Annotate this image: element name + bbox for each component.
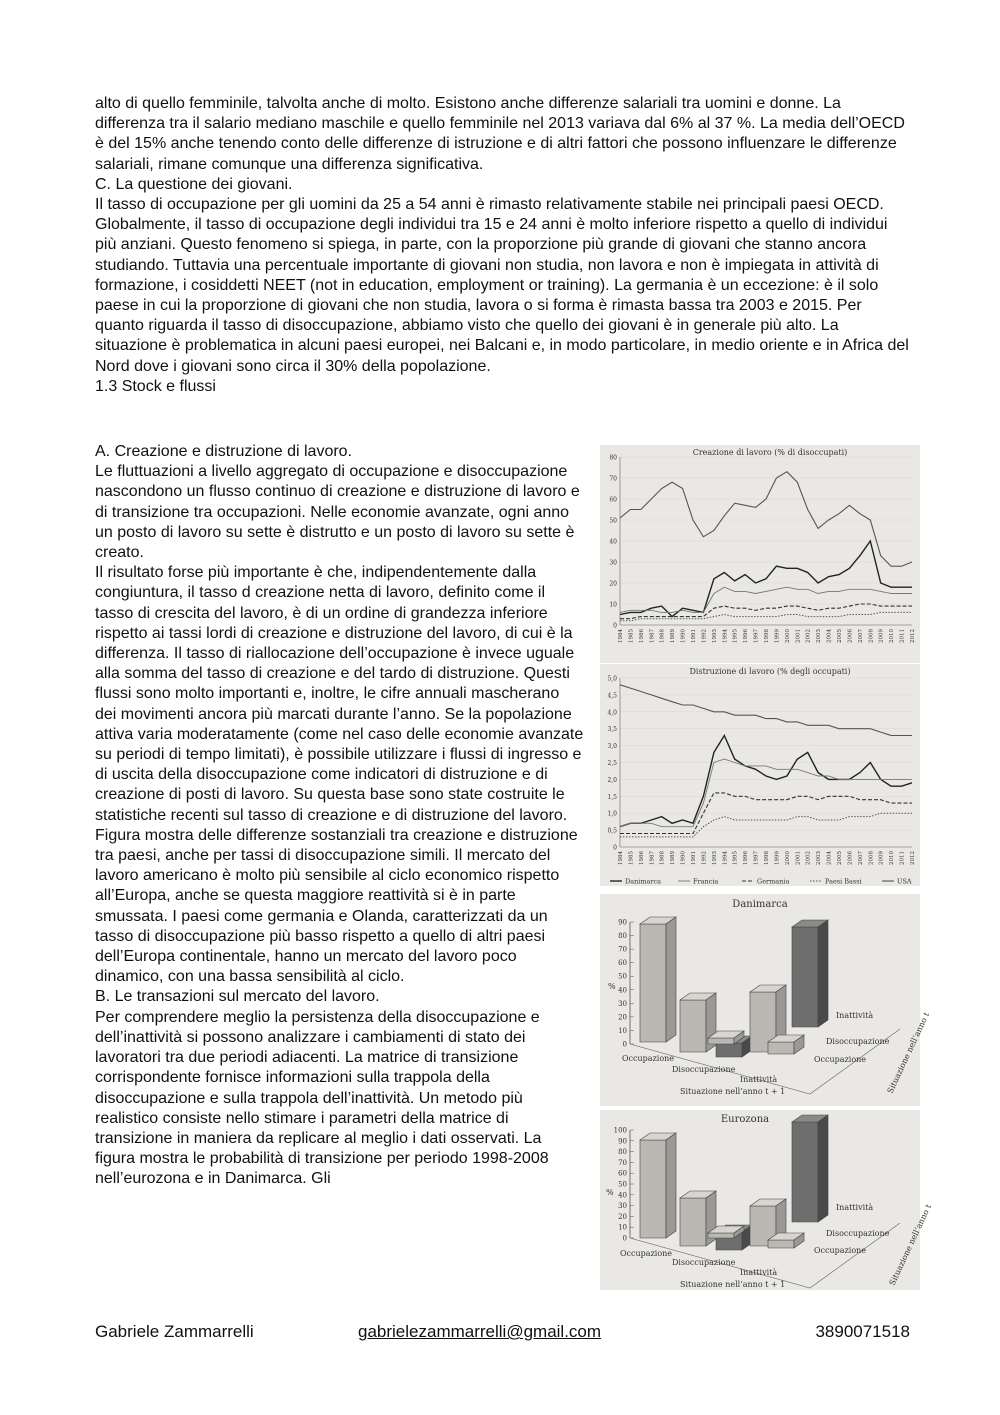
author-email-link[interactable]: gabrielezammarrelli@gmail.com — [358, 1322, 602, 1341]
x-tick-label: 1990 — [680, 629, 687, 643]
bar-3d — [640, 1133, 676, 1238]
bar-side — [818, 1115, 828, 1222]
x-tick-label: 2000 — [784, 851, 791, 865]
y-tick-label: 70 — [618, 1158, 627, 1167]
x-tick-label: 2011 — [899, 629, 906, 643]
x-tick-label: 2010 — [889, 851, 896, 865]
y-tick-label: 1,0 — [607, 810, 617, 818]
subsection-heading: B. Le transazioni sul mercato del lavoro. — [95, 988, 380, 1006]
x-tick-label: 2002 — [805, 851, 812, 865]
x-tick-label: 1997 — [753, 851, 760, 865]
x-tick-label: 1989 — [670, 629, 677, 643]
x-tick-label: 2004 — [826, 851, 833, 865]
y-axis-label: % — [606, 1188, 614, 1197]
x-tick-label: 2009 — [878, 851, 885, 865]
y-tick-label: 10 — [618, 1223, 627, 1232]
y-tick-label: 1,5 — [607, 793, 617, 801]
bar-front — [708, 1038, 734, 1044]
x-tick-label: 2012 — [910, 851, 916, 865]
x-tick-label: 2001 — [795, 851, 802, 865]
x-tick-label: 2003 — [816, 851, 823, 865]
y-axis-label: % — [608, 982, 616, 991]
bar-3d — [640, 917, 676, 1042]
y-tick-label: 3,0 — [607, 743, 617, 751]
bar-side — [818, 920, 828, 1027]
y-tick-label: 100 — [613, 1126, 627, 1135]
y-tick-label: 60 — [618, 959, 627, 968]
bar-side — [666, 1133, 676, 1238]
x-label-occupazione: Occupazione — [622, 1054, 675, 1063]
x-tick-label: 2003 — [816, 629, 823, 643]
y-tick-label: 20 — [618, 1212, 627, 1221]
legend-label: Paesi Bassi — [825, 877, 862, 886]
x-tick-label: 2005 — [837, 851, 843, 865]
paragraph: Il risultato forse più importante è che, indipendentemente dalla congiuntura, il tasso d creazione netta di lavoro, definito come il tasso di crescita del lavoro, è di un ordine di grandezza inferiore rispetto ai tassi lordi di creazione e distruzione del lavoro, di cui è la differenza. Il tasso di riallocazione dell’occupazione è invece uguale alla somma del tasso di creazione e del tardo di distruzione. Questi flussi sono molto importanti e, inoltre, le cifre annuali mascherano dei movimenti ancora più marcati durante l’anno. Se la popolazione attiva varia moderatamente (come nel caso delle economie avanzate su periodi di tempo limitati), è possibile utilizzare i flussi di ingresso e di uscita della disoccupazione come indicatori di distruzione e di creazione di posti di lavoro. Su questa base sono state costruite le statistiche recenti sul tasso di creazione e di distruzione del lavoro. Figura mostra delle differenze sostanziali tra creazione e distruzione tra paesi, anche per tassi di disoccupazione simili. Il mercato del lavoro americano è molto più sensibile al ciclo economico rispetto all’Europa, anche se questa maggiore reattività si è in parte smussata. I paesi come germania e Olanda, caratterizzati da un tasso di disoccupazione più basso rispetto a quello di altri paesi dell’Europa continentale, hanno un mercato del lavoro poco dinamico, con una bassa sensibilità al ciclo. — [95, 564, 584, 986]
x-label-inattivita: Inattività — [740, 1268, 778, 1277]
x-tick-label: 2007 — [857, 851, 864, 865]
section-heading: C. La questione dei giovani. — [95, 175, 293, 193]
x-tick-label: 2006 — [847, 629, 854, 643]
x-tick-label: 2008 — [868, 629, 875, 643]
author-name: Gabriele Zammarrelli — [95, 1322, 254, 1341]
y-tick-label: 0 — [613, 844, 617, 852]
x-tick-label: 2007 — [857, 629, 864, 643]
x-label-occupazione: Occupazione — [620, 1249, 673, 1258]
series-line-francia — [620, 759, 912, 827]
x-tick-label: 1985 — [628, 629, 635, 643]
y-tick-label: 10 — [609, 601, 617, 609]
legend-label: Germania — [757, 877, 790, 886]
y-tick-label: 30 — [609, 559, 617, 567]
series-line-usa — [620, 472, 912, 567]
x-tick-label: 1998 — [764, 629, 770, 643]
x-label-disoccupazione: Disoccupazione — [672, 1258, 736, 1267]
destruction-chart-svg — [600, 664, 920, 886]
paragraph: Per comprendere meglio la persistenza della disoccupazione e dell’inattività si possono analizzare i cambiamenti di stato dei lavoratori tra due periodi adiacenti. La matrice di transizione corrispondente fornisce informazioni sulla trappola della disoccupazione e sulla trappola dell’inattività. Un metodo più realistico consiste nello stimare i parametri della matrice di transizione in maniera da replicare al meglio i dati osservati. La figura mostra le probabilità di transizione per periodo 1998-2008 nell’eurozona e in Danimarca. Gli — [95, 1008, 549, 1188]
z-label-inattivita: Inattività — [836, 1203, 874, 1212]
destruction-chart — [600, 664, 920, 886]
y-tick-label: 20 — [609, 580, 617, 588]
subsection-heading: A. Creazione e distruzione di lavoro. — [95, 443, 353, 460]
author-phone: 3890071518 — [815, 1322, 910, 1341]
y-tick-label: 80 — [618, 932, 627, 941]
x-tick-label: 1987 — [649, 629, 656, 643]
chart-title: Distruzione di lavoro (% degli occupati) — [689, 667, 851, 676]
y-tick-label: 50 — [618, 1180, 627, 1189]
y-tick-label: 0,5 — [607, 827, 617, 835]
bar-front — [768, 1240, 794, 1248]
y-tick-label: 40 — [618, 986, 627, 995]
x-axis-title: Situazione nell’anno t + 1 — [680, 1087, 786, 1096]
x-tick-label: 2005 — [837, 629, 843, 643]
x-tick-label: 2010 — [889, 629, 896, 643]
z-axis-title: Situazione nell’anno t — [887, 1202, 934, 1287]
x-tick-label: 1997 — [753, 629, 760, 643]
danimarca-chart-svg — [600, 894, 932, 1106]
danimarca-chart — [600, 894, 932, 1106]
section-heading: 1.3 Stock e flussi — [95, 377, 216, 395]
paragraph: alto di quello femminile, talvolta anche di molto. Esistono anche differenze salariali tra uomini e donne. La differenza tra il salario mediano maschile e quello femminile nel 2013 variava dal 6% al 37 %. La media dell’OECD è del 15% anche tenendo conto delle differenze di istruzione e di altri fattori che possono influenzare le differenze salariali, rimane comunque una differenza significativa. — [95, 95, 905, 173]
y-tick-label: 2,0 — [607, 776, 617, 784]
x-tick-label: 1999 — [774, 629, 781, 643]
x-tick-label: 1996 — [743, 629, 750, 643]
x-tick-label: 1996 — [743, 851, 750, 865]
bar-front — [680, 1198, 706, 1246]
x-tick-label: 1994 — [722, 851, 729, 865]
x-tick-label: 1986 — [638, 629, 645, 643]
x-tick-label: 2012 — [910, 629, 916, 643]
x-tick-label: 1995 — [732, 629, 739, 643]
y-tick-label: 50 — [609, 517, 617, 525]
eurozona-chart — [600, 1110, 934, 1290]
legend-label: Danimarca — [625, 877, 662, 886]
chart-title: Eurozona — [720, 1114, 770, 1125]
y-tick-label: 20 — [618, 1013, 627, 1022]
y-tick-label: 0 — [613, 622, 617, 630]
y-tick-label: 4,5 — [607, 692, 617, 700]
y-tick-label: 90 — [618, 1137, 627, 1146]
x-axis-title: Situazione nell’anno t + 1 — [680, 1280, 786, 1289]
y-tick-label: 60 — [609, 496, 617, 504]
x-tick-label: 1984 — [618, 629, 624, 643]
x-tick-label: 2009 — [878, 629, 885, 643]
y-tick-label: 80 — [618, 1148, 627, 1157]
bar-front — [640, 924, 666, 1042]
x-tick-label: 2002 — [805, 629, 812, 643]
z-label-disoccupazione: Disoccupazione — [826, 1229, 890, 1238]
z-label-occupazione: Occupazione — [814, 1055, 867, 1064]
x-tick-label: 1988 — [659, 851, 666, 865]
legend-label: USA — [897, 877, 912, 886]
x-tick-label: 2008 — [868, 851, 875, 865]
y-tick-label: 2,5 — [607, 760, 617, 767]
bar-front — [792, 927, 818, 1027]
y-tick-label: 70 — [618, 945, 627, 954]
x-tick-label: 1992 — [701, 629, 708, 643]
series-line-danimarca — [620, 541, 912, 617]
x-tick-label: 1995 — [732, 851, 739, 865]
x-tick-label: 1993 — [711, 629, 718, 643]
bar-front — [708, 1233, 734, 1238]
y-tick-label: 0 — [622, 1040, 627, 1049]
x-tick-label: 2000 — [784, 629, 791, 643]
y-tick-label: 60 — [618, 1169, 627, 1178]
y-tick-label: 30 — [618, 999, 627, 1008]
x-tick-label: 1992 — [701, 851, 708, 865]
y-tick-label: 80 — [609, 454, 617, 462]
x-tick-label: 1984 — [618, 851, 624, 865]
x-tick-label: 1987 — [649, 851, 656, 865]
y-tick-label: 10 — [618, 1026, 627, 1035]
x-tick-label: 1989 — [670, 851, 677, 865]
bar-front — [680, 1000, 706, 1052]
bar-front — [768, 1042, 794, 1054]
x-tick-label: 1991 — [691, 851, 697, 865]
bar-front — [640, 1140, 666, 1238]
y-tick-label: 3,5 — [607, 726, 617, 734]
intro-text — [95, 94, 910, 397]
x-tick-label: 1988 — [659, 629, 666, 643]
y-tick-label: 90 — [618, 918, 627, 927]
x-tick-label: 1990 — [680, 851, 687, 865]
eurozona-chart-svg — [600, 1110, 934, 1290]
z-label-disoccupazione: Disoccupazione — [826, 1037, 890, 1046]
creation-chart — [600, 445, 920, 663]
text-column — [95, 442, 585, 1190]
x-label-disoccupazione: Disoccupazione — [672, 1065, 736, 1074]
y-tick-label: 40 — [609, 538, 617, 546]
creation-chart-svg — [600, 445, 920, 663]
chart-title: Danimarca — [732, 899, 788, 910]
paragraph: Il tasso di occupazione per gli uomini da 25 a 54 anni è rimasto relativamente stabile nei principali paesi OECD. Globalmente, il tasso di occupazione degli individui tra 15 e 24 anni è molto inferiore rispetto a quello di individui più anziani. Questo fenomeno si spiega, in parte, con la proporzione più grande di giovani che stanno ancora studiando. Tuttavia una percentuale importante di giovani non studia, non lavora e non è impiegata in attività di formazione, i cosiddetti NEET (not in education, employment or training). La germania è un eccezione: è il solo paese in cui la proporzione di giovani che non studia, lavora o si forma è rimasta bassa tra 2003 e 2015. Per quanto riguarda il tasso di disoccupazione, abbiamo visto che quello dei giovani è in generale più alto. La situazione è problematica in alcuni paesi europei, nei Balcani e, in modo particolare, in medio oriente e in Africa del Nord dove i giovani sono circa il 30% della popolazione. — [95, 196, 909, 375]
bar-front — [792, 1122, 818, 1222]
x-tick-label: 1993 — [711, 851, 718, 865]
y-tick-label: 50 — [618, 972, 627, 981]
y-tick-label: 30 — [618, 1202, 627, 1211]
bar-side — [666, 917, 676, 1042]
x-tick-label: 1991 — [691, 629, 697, 643]
bar-3d — [792, 920, 828, 1027]
series-line-germania — [620, 604, 912, 619]
x-tick-label: 2004 — [826, 629, 833, 643]
z-label-occupazione: Occupazione — [814, 1246, 867, 1255]
x-tick-label: 1985 — [628, 851, 635, 865]
bar-3d — [792, 1115, 828, 1222]
y-tick-label: 4,0 — [607, 709, 617, 717]
bar-front — [716, 1043, 742, 1057]
y-tick-label: 0 — [622, 1234, 627, 1243]
series-line-usa — [620, 685, 912, 736]
x-tick-label: 1998 — [764, 851, 770, 865]
x-tick-label: 2011 — [899, 851, 906, 865]
y-tick-label: 40 — [618, 1191, 627, 1200]
x-tick-label: 2006 — [847, 851, 854, 865]
chart-title: Creazione di lavoro (% di disoccupati) — [692, 448, 848, 457]
x-tick-label: 1994 — [722, 629, 729, 643]
y-tick-label: 5,0 — [607, 675, 617, 683]
legend-label: Francia — [693, 877, 719, 886]
paragraph: Le fluttuazioni a livello aggregato di occupazione e disoccupazione nascondono un flusso continuo di creazione e distruzione di lavoro e di transizione tra occupazioni. Nelle economie avanzate, ogni anno un posto di lavoro su sette è distrutto e un posto di lavoro su sette è creato. — [95, 463, 580, 562]
x-tick-label: 1986 — [638, 851, 645, 865]
x-tick-label: 2001 — [795, 629, 802, 643]
y-tick-label: 70 — [609, 475, 617, 483]
x-label-inattivita: Inattività — [740, 1075, 778, 1084]
x-tick-label: 1999 — [774, 851, 781, 865]
z-axis-title: Situazione nell’anno t — [885, 1010, 932, 1095]
z-label-inattivita: Inattività — [836, 1011, 874, 1020]
